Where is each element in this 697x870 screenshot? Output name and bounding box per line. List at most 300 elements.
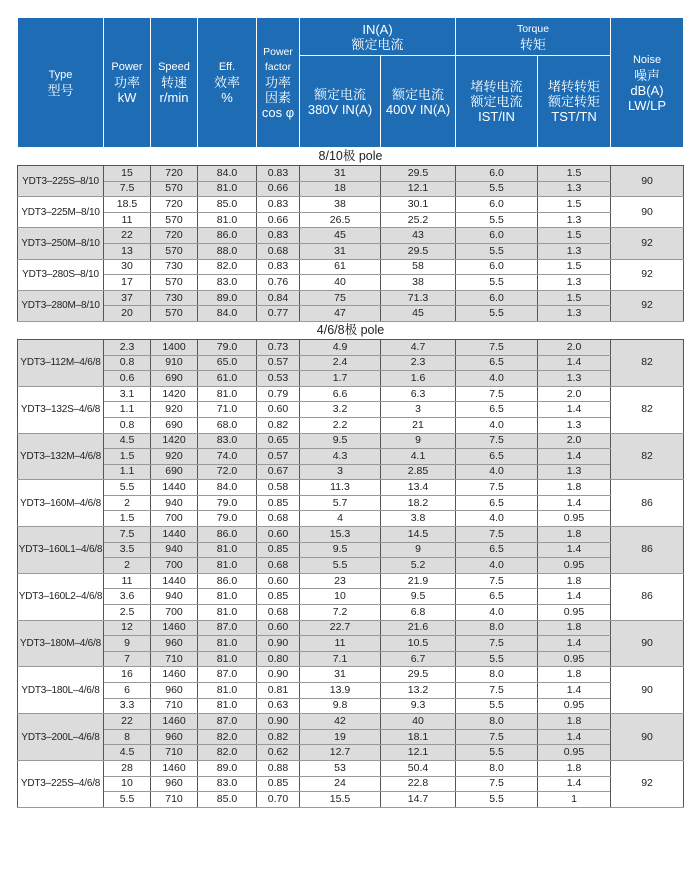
table-row — [18, 355, 684, 371]
value-cell: 1460 — [151, 620, 198, 636]
value-cell: 710 — [151, 745, 198, 761]
value-cell: 910 — [151, 355, 198, 371]
value-cell: 2.5 — [104, 605, 151, 621]
value-cell: 0.95 — [538, 651, 611, 667]
value-cell: 79.0 — [198, 495, 257, 511]
value-cell: 89.0 — [198, 760, 257, 776]
noise-cell: 90 — [611, 667, 684, 714]
value-cell: 42 — [300, 714, 381, 730]
value-cell: 9.5 — [300, 433, 381, 449]
table-row — [18, 776, 684, 792]
value-cell: 15.5 — [300, 792, 381, 808]
model-type-cell: YDT3–112M–4/6/8 — [18, 339, 104, 386]
value-cell: 7.5 — [456, 636, 538, 652]
value-cell: 12.7 — [300, 745, 381, 761]
value-cell: 9.5 — [381, 589, 456, 605]
value-cell: 6.8 — [381, 605, 456, 621]
locked-torque-ratio-header: 堵转转矩 额定转矩 TST/TN — [538, 56, 611, 148]
value-cell: 3 — [381, 402, 456, 418]
value-cell: 22.8 — [381, 776, 456, 792]
value-cell: 1.3 — [538, 417, 611, 433]
value-cell: 4.0 — [456, 511, 538, 527]
value-cell: 6.3 — [381, 386, 456, 402]
table-row — [18, 212, 684, 228]
value-cell: 570 — [151, 181, 198, 197]
noise-cell: 90 — [611, 197, 684, 228]
value-cell: 6.5 — [456, 402, 538, 418]
value-cell: 38 — [300, 197, 381, 213]
value-cell: 3.8 — [381, 511, 456, 527]
value-cell: 1.3 — [538, 181, 611, 197]
table-row — [18, 228, 684, 244]
value-cell: 84.0 — [198, 480, 257, 496]
value-cell: 4.3 — [300, 449, 381, 465]
table-row — [18, 760, 684, 776]
value-cell: 7.5 — [456, 339, 538, 355]
table-row — [18, 527, 684, 543]
locked-current-ratio-header: 堵转电流 额定电流 IST/IN — [456, 56, 538, 148]
value-cell: 0.83 — [257, 166, 300, 182]
value-cell: 570 — [151, 212, 198, 228]
value-cell: 0.79 — [257, 386, 300, 402]
value-cell: 0.68 — [257, 605, 300, 621]
value-cell: 86.0 — [198, 573, 257, 589]
value-cell: 81.0 — [198, 636, 257, 652]
value-cell: 9.8 — [300, 698, 381, 714]
value-cell: 20 — [104, 306, 151, 322]
value-cell: 47 — [300, 306, 381, 322]
value-cell: 16 — [104, 667, 151, 683]
value-cell: 5.5 — [456, 698, 538, 714]
value-cell: 81.0 — [198, 181, 257, 197]
value-cell: 53 — [300, 760, 381, 776]
value-cell: 920 — [151, 449, 198, 465]
value-cell: 18 — [300, 181, 381, 197]
noise-cell: 90 — [611, 620, 684, 667]
table-row — [18, 683, 684, 699]
value-cell: 10.5 — [381, 636, 456, 652]
value-cell: 13 — [104, 243, 151, 259]
noise-cell: 82 — [611, 433, 684, 480]
value-cell: 81.0 — [198, 386, 257, 402]
table-row — [18, 667, 684, 683]
value-cell: 1.5 — [538, 228, 611, 244]
value-cell: 87.0 — [198, 667, 257, 683]
value-cell: 1 — [538, 792, 611, 808]
value-cell: 0.8 — [104, 417, 151, 433]
value-cell: 2.0 — [538, 339, 611, 355]
value-cell: 1.7 — [300, 371, 381, 387]
value-cell: 6.0 — [456, 197, 538, 213]
value-cell: 0.88 — [257, 760, 300, 776]
table-row — [18, 542, 684, 558]
value-cell: 8.0 — [456, 620, 538, 636]
value-cell: 4.9 — [300, 339, 381, 355]
value-cell: 710 — [151, 792, 198, 808]
value-cell: 3.6 — [104, 589, 151, 605]
value-cell: 18.5 — [104, 197, 151, 213]
value-cell: 7.5 — [456, 527, 538, 543]
section-title: 8/10极 pole — [18, 148, 684, 166]
value-cell: 43 — [381, 228, 456, 244]
value-cell: 79.0 — [198, 339, 257, 355]
table-row — [18, 275, 684, 291]
value-cell: 31 — [300, 243, 381, 259]
value-cell: 6.6 — [300, 386, 381, 402]
value-cell: 6.5 — [456, 355, 538, 371]
value-cell: 1.4 — [538, 495, 611, 511]
value-cell: 0.82 — [257, 417, 300, 433]
table-row — [18, 290, 684, 306]
value-cell: 1440 — [151, 573, 198, 589]
value-cell: 45 — [300, 228, 381, 244]
value-cell: 5.5 — [104, 480, 151, 496]
model-type-cell: YDT3–180L–4/6/8 — [18, 667, 104, 714]
value-cell: 19 — [300, 729, 381, 745]
value-cell: 0.73 — [257, 339, 300, 355]
value-cell: 0.85 — [257, 495, 300, 511]
value-cell: 22 — [104, 228, 151, 244]
value-cell: 0.60 — [257, 527, 300, 543]
value-cell: 0.95 — [538, 605, 611, 621]
value-cell: 22 — [104, 714, 151, 730]
value-cell: 9.3 — [381, 698, 456, 714]
value-cell: 0.90 — [257, 636, 300, 652]
value-cell: 0.65 — [257, 433, 300, 449]
noise-cell: 86 — [611, 573, 684, 620]
value-cell: 81.0 — [198, 683, 257, 699]
value-cell: 0.95 — [538, 745, 611, 761]
value-cell: 2.85 — [381, 464, 456, 480]
value-cell: 1.4 — [538, 355, 611, 371]
value-cell: 81.0 — [198, 698, 257, 714]
value-cell: 0.83 — [257, 197, 300, 213]
value-cell: 4.5 — [104, 745, 151, 761]
value-cell: 3.3 — [104, 698, 151, 714]
noise-cell: 86 — [611, 480, 684, 527]
table-row — [18, 417, 684, 433]
value-cell: 5.5 — [456, 745, 538, 761]
section-title: 4/6/8极 pole — [18, 321, 684, 339]
value-cell: 920 — [151, 402, 198, 418]
value-cell: 690 — [151, 464, 198, 480]
table-row — [18, 651, 684, 667]
table-row — [18, 449, 684, 465]
value-cell: 7.5 — [104, 527, 151, 543]
motor-spec-table — [17, 17, 684, 808]
value-cell: 23 — [300, 573, 381, 589]
value-cell: 83.0 — [198, 433, 257, 449]
value-cell: 1400 — [151, 339, 198, 355]
value-cell: 1.5 — [104, 511, 151, 527]
value-cell: 1.6 — [381, 371, 456, 387]
value-cell: 960 — [151, 729, 198, 745]
value-cell: 6.5 — [456, 449, 538, 465]
table-row — [18, 386, 684, 402]
value-cell: 710 — [151, 698, 198, 714]
value-cell: 0.77 — [257, 306, 300, 322]
value-cell: 940 — [151, 495, 198, 511]
value-cell: 1.5 — [538, 290, 611, 306]
value-cell: 13.9 — [300, 683, 381, 699]
value-cell: 1460 — [151, 667, 198, 683]
model-type-cell: YDT3–160L2–4/6/8 — [18, 573, 104, 620]
value-cell: 1.5 — [538, 197, 611, 213]
model-type-cell: YDT3–250M–8/10 — [18, 228, 104, 259]
value-cell: 82.0 — [198, 729, 257, 745]
value-cell: 6.0 — [456, 166, 538, 182]
value-cell: 7.1 — [300, 651, 381, 667]
value-cell: 74.0 — [198, 449, 257, 465]
table-row — [18, 371, 684, 387]
table-row — [18, 495, 684, 511]
value-cell: 29.5 — [381, 243, 456, 259]
value-cell: 720 — [151, 228, 198, 244]
table-row — [18, 433, 684, 449]
rated-current-header: IN(A) 额定电流 — [300, 18, 456, 56]
noise-cell: 90 — [611, 714, 684, 761]
value-cell: 8.0 — [456, 714, 538, 730]
model-type-cell: YDT3–225M–8/10 — [18, 197, 104, 228]
value-cell: 85.0 — [198, 792, 257, 808]
value-cell: 0.6 — [104, 371, 151, 387]
model-type-cell: YDT3–225S–8/10 — [18, 166, 104, 197]
value-cell: 720 — [151, 197, 198, 213]
value-cell: 11 — [300, 636, 381, 652]
value-cell: 12 — [104, 620, 151, 636]
noise-header: Noise 噪声 dB(A) LW/LP — [611, 18, 684, 148]
value-cell: 960 — [151, 776, 198, 792]
value-cell: 3 — [300, 464, 381, 480]
value-cell: 0.81 — [257, 683, 300, 699]
value-cell: 5.7 — [300, 495, 381, 511]
value-cell: 5.5 — [456, 181, 538, 197]
value-cell: 0.8 — [104, 355, 151, 371]
value-cell: 13.4 — [381, 480, 456, 496]
noise-cell: 92 — [611, 259, 684, 290]
value-cell: 7.5 — [456, 683, 538, 699]
value-cell: 570 — [151, 275, 198, 291]
value-cell: 4 — [300, 511, 381, 527]
value-cell: 30 — [104, 259, 151, 275]
value-cell: 10 — [104, 776, 151, 792]
model-type-cell: YDT3–160M–4/6/8 — [18, 480, 104, 527]
value-cell: 1.1 — [104, 464, 151, 480]
value-cell: 7.5 — [104, 181, 151, 197]
value-cell: 7.5 — [456, 480, 538, 496]
value-cell: 9.5 — [300, 542, 381, 558]
value-cell: 1.8 — [538, 480, 611, 496]
value-cell: 960 — [151, 683, 198, 699]
value-cell: 2.0 — [538, 433, 611, 449]
value-cell: 7.2 — [300, 605, 381, 621]
value-cell: 10 — [300, 589, 381, 605]
value-cell: 0.57 — [257, 449, 300, 465]
value-cell: 700 — [151, 558, 198, 574]
model-type-cell: YDT3–132M–4/6/8 — [18, 433, 104, 480]
noise-cell: 86 — [611, 527, 684, 574]
power-header: Power 功率 kW — [104, 18, 151, 148]
value-cell: 50.4 — [381, 760, 456, 776]
table-row — [18, 745, 684, 761]
value-cell: 0.60 — [257, 573, 300, 589]
value-cell: 15 — [104, 166, 151, 182]
value-cell: 1.4 — [538, 683, 611, 699]
value-cell: 1.4 — [538, 729, 611, 745]
value-cell: 29.5 — [381, 166, 456, 182]
value-cell: 0.85 — [257, 776, 300, 792]
value-cell: 6 — [104, 683, 151, 699]
value-cell: 1440 — [151, 527, 198, 543]
value-cell: 0.83 — [257, 259, 300, 275]
value-cell: 5.5 — [104, 792, 151, 808]
value-cell: 85.0 — [198, 197, 257, 213]
value-cell: 1.4 — [538, 636, 611, 652]
value-cell: 690 — [151, 417, 198, 433]
value-cell: 6.0 — [456, 290, 538, 306]
value-cell: 1.1 — [104, 402, 151, 418]
value-cell: 3.2 — [300, 402, 381, 418]
table-row — [18, 339, 684, 355]
value-cell: 4.0 — [456, 417, 538, 433]
table-row — [18, 589, 684, 605]
value-cell: 7.5 — [456, 573, 538, 589]
value-cell: 0.57 — [257, 355, 300, 371]
efficiency-header: Eff. 效率 % — [198, 18, 257, 148]
value-cell: 82.0 — [198, 745, 257, 761]
value-cell: 1.4 — [538, 589, 611, 605]
value-cell: 5.5 — [456, 275, 538, 291]
value-cell: 25.2 — [381, 212, 456, 228]
value-cell: 86.0 — [198, 228, 257, 244]
value-cell: 1.8 — [538, 620, 611, 636]
value-cell: 0.53 — [257, 371, 300, 387]
value-cell: 75 — [300, 290, 381, 306]
value-cell: 1.4 — [538, 542, 611, 558]
value-cell: 11 — [104, 573, 151, 589]
value-cell: 72.0 — [198, 464, 257, 480]
value-cell: 31 — [300, 166, 381, 182]
torque-header: Torque 转矩 — [456, 18, 611, 56]
value-cell: 2 — [104, 558, 151, 574]
value-cell: 1.3 — [538, 243, 611, 259]
model-type-cell: YDT3–132S–4/6/8 — [18, 386, 104, 433]
value-cell: 1.5 — [538, 166, 611, 182]
value-cell: 88.0 — [198, 243, 257, 259]
value-cell: 0.60 — [257, 620, 300, 636]
value-cell: 2.3 — [104, 339, 151, 355]
table-row — [18, 306, 684, 322]
value-cell: 0.83 — [257, 228, 300, 244]
value-cell: 61.0 — [198, 371, 257, 387]
value-cell: 58 — [381, 259, 456, 275]
value-cell: 0.95 — [538, 558, 611, 574]
value-cell: 7.5 — [456, 386, 538, 402]
value-cell: 0.80 — [257, 651, 300, 667]
value-cell: 2.4 — [300, 355, 381, 371]
value-cell: 1.8 — [538, 714, 611, 730]
value-cell: 2.0 — [538, 386, 611, 402]
value-cell: 6.5 — [456, 495, 538, 511]
value-cell: 0.90 — [257, 667, 300, 683]
value-cell: 730 — [151, 290, 198, 306]
value-cell: 21 — [381, 417, 456, 433]
noise-cell: 92 — [611, 290, 684, 321]
noise-cell: 82 — [611, 386, 684, 433]
value-cell: 6.0 — [456, 259, 538, 275]
value-cell: 3.1 — [104, 386, 151, 402]
model-type-cell: YDT3–225S–4/6/8 — [18, 760, 104, 807]
value-cell: 87.0 — [198, 714, 257, 730]
value-cell: 40 — [300, 275, 381, 291]
value-cell: 1460 — [151, 760, 198, 776]
value-cell: 5.5 — [456, 651, 538, 667]
value-cell: 940 — [151, 589, 198, 605]
noise-cell: 82 — [611, 339, 684, 386]
value-cell: 1.8 — [538, 573, 611, 589]
value-cell: 79.0 — [198, 511, 257, 527]
value-cell: 1460 — [151, 714, 198, 730]
value-cell: 22.7 — [300, 620, 381, 636]
value-cell: 0.60 — [257, 402, 300, 418]
value-cell: 0.63 — [257, 698, 300, 714]
value-cell: 570 — [151, 243, 198, 259]
table-row — [18, 573, 684, 589]
value-cell: 13.2 — [381, 683, 456, 699]
value-cell: 17 — [104, 275, 151, 291]
power-factor-header: Power factor 功率 因素 cos φ — [257, 18, 300, 148]
value-cell: 18.1 — [381, 729, 456, 745]
value-cell: 81.0 — [198, 651, 257, 667]
value-cell: 700 — [151, 605, 198, 621]
value-cell: 37 — [104, 290, 151, 306]
model-type-cell: YDT3–160L1–4/6/8 — [18, 527, 104, 574]
value-cell: 71.0 — [198, 402, 257, 418]
value-cell: 730 — [151, 259, 198, 275]
value-cell: 9 — [381, 433, 456, 449]
value-cell: 1420 — [151, 386, 198, 402]
value-cell: 81.0 — [198, 605, 257, 621]
value-cell: 1.8 — [538, 527, 611, 543]
value-cell: 0.67 — [257, 464, 300, 480]
value-cell: 45 — [381, 306, 456, 322]
value-cell: 24 — [300, 776, 381, 792]
value-cell: 3.5 — [104, 542, 151, 558]
value-cell: 40 — [381, 714, 456, 730]
value-cell: 1.8 — [538, 760, 611, 776]
value-cell: 0.85 — [257, 589, 300, 605]
value-cell: 0.68 — [257, 243, 300, 259]
value-cell: 81.0 — [198, 212, 257, 228]
value-cell: 83.0 — [198, 776, 257, 792]
value-cell: 84.0 — [198, 306, 257, 322]
table-row — [18, 620, 684, 636]
noise-cell: 92 — [611, 760, 684, 807]
value-cell: 83.0 — [198, 275, 257, 291]
value-cell: 1.5 — [538, 259, 611, 275]
value-cell: 87.0 — [198, 620, 257, 636]
table-row — [18, 558, 684, 574]
type-header: Type 型号 — [18, 18, 104, 148]
table-row — [18, 402, 684, 418]
value-cell: 0.62 — [257, 745, 300, 761]
value-cell: 21.6 — [381, 620, 456, 636]
value-cell: 1.4 — [538, 449, 611, 465]
table-row — [18, 792, 684, 808]
value-cell: 0.95 — [538, 698, 611, 714]
value-cell: 0.68 — [257, 511, 300, 527]
value-cell: 84.0 — [198, 166, 257, 182]
